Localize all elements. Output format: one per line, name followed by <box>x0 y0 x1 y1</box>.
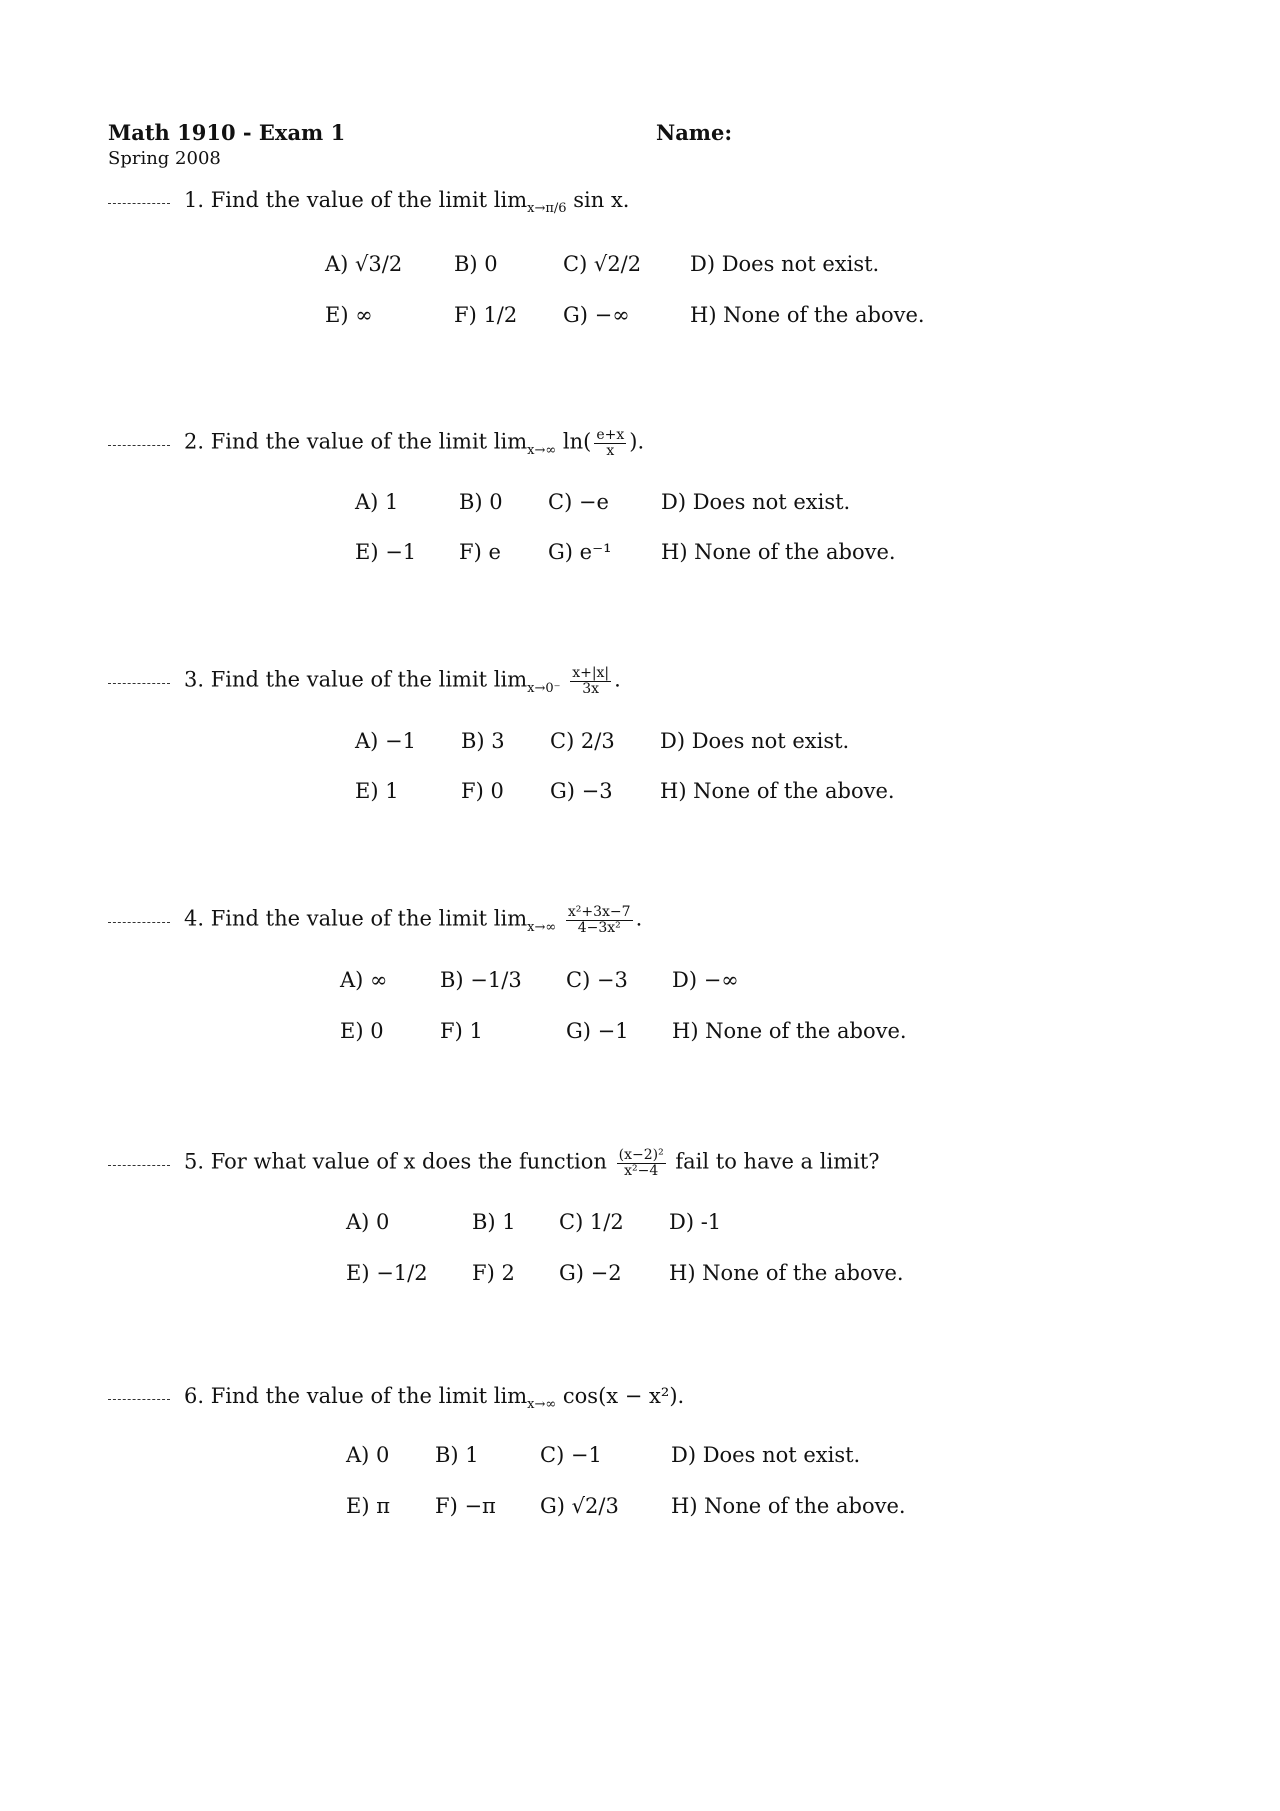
question-number: 2. <box>184 429 205 454</box>
choice-e: E) π <box>346 1494 390 1518</box>
choice-d: D) Does not exist. <box>690 252 880 276</box>
fraction <box>594 428 626 458</box>
question-4 <box>108 905 642 935</box>
question-3 <box>108 666 621 696</box>
choice-a: A) −1 <box>355 729 416 753</box>
choice-c: C) −e <box>548 490 609 514</box>
choice-e: E) 1 <box>355 779 399 803</box>
expression-suffix: ). <box>629 429 645 454</box>
question-expression: sin x. <box>573 188 630 212</box>
expression-suffix: . <box>635 906 643 931</box>
fraction <box>566 905 633 935</box>
choice-h: H) None of the above. <box>671 1494 906 1518</box>
answer-blank[interactable] <box>108 683 170 684</box>
limit-subscript: x→0⁻ <box>527 680 561 696</box>
question-text: Find the value of the limit lim <box>210 906 528 931</box>
choice-h: H) None of the above. <box>669 1261 904 1285</box>
choice-b: B) 1 <box>435 1443 479 1467</box>
limit-subscript: x→π/6 <box>527 201 567 217</box>
question-6 <box>108 1384 684 1412</box>
choice-c: C) 2/3 <box>550 729 615 753</box>
choice-g: G) e⁻¹ <box>548 540 612 564</box>
choice-e: E) −1/2 <box>346 1261 428 1285</box>
fraction-denominator: x <box>606 442 615 459</box>
answer-blank[interactable] <box>108 1165 170 1166</box>
choice-c: C) √2/2 <box>563 252 642 276</box>
fraction-denominator: x²−4 <box>624 1162 659 1179</box>
fraction-numerator: e+x <box>596 427 625 443</box>
choice-d: D) Does not exist. <box>661 490 851 514</box>
question-expression: cos(x − x²). <box>562 1384 685 1408</box>
answer-blank[interactable] <box>108 445 170 446</box>
question-1 <box>108 188 629 216</box>
limit-subscript: x→∞ <box>527 919 557 935</box>
question-text: Find the value of the limit lim <box>210 188 528 212</box>
term: Spring 2008 <box>108 148 221 169</box>
choice-b: B) 0 <box>454 252 498 276</box>
question-text: Find the value of the limit lim <box>210 1384 528 1408</box>
choice-g: G) −3 <box>550 779 613 803</box>
choice-e: E) 0 <box>340 1019 384 1043</box>
limit-subscript: x→∞ <box>527 1397 557 1413</box>
question-text-end: fail to have a limit? <box>675 1149 880 1174</box>
choice-g: G) −∞ <box>563 303 630 327</box>
choice-b: B) −1/3 <box>440 968 522 992</box>
fraction-denominator: 3x <box>582 680 600 697</box>
choice-f: F) 1/2 <box>454 303 518 327</box>
question-text: Find the value of the limit lim <box>210 667 528 692</box>
fraction <box>617 1148 666 1178</box>
question-5 <box>108 1148 880 1178</box>
expression-suffix: . <box>614 667 621 692</box>
choice-c: C) 1/2 <box>559 1210 624 1234</box>
limit-subscript: x→∞ <box>527 442 557 458</box>
question-text: Find the value of the limit lim <box>210 429 528 454</box>
name-label: Name: <box>656 120 733 145</box>
choice-a: A) 0 <box>346 1443 390 1467</box>
choice-f: F) 2 <box>472 1261 515 1285</box>
choice-d: D) −∞ <box>672 968 739 992</box>
choice-e: E) ∞ <box>325 303 373 327</box>
fraction-denominator: 4−3x² <box>577 919 621 936</box>
choice-h: H) None of the above. <box>660 779 895 803</box>
choice-h: H) None of the above. <box>672 1019 907 1043</box>
fraction-numerator: x+|x| <box>572 665 610 681</box>
choice-a: A) ∞ <box>340 968 388 992</box>
question-number: 5. <box>184 1149 205 1174</box>
choice-f: F) −π <box>435 1494 496 1518</box>
choice-h: H) None of the above. <box>690 303 925 327</box>
choice-g: G) −2 <box>559 1261 622 1285</box>
choice-f: F) 1 <box>440 1019 483 1043</box>
choice-d: D) Does not exist. <box>671 1443 861 1467</box>
answer-blank[interactable] <box>108 203 170 204</box>
choice-a: A) 0 <box>346 1210 390 1234</box>
question-text: For what value of x does the function <box>210 1149 607 1174</box>
choice-d: D) -1 <box>669 1210 722 1234</box>
answer-blank[interactable] <box>108 1399 170 1400</box>
choice-b: B) 0 <box>459 490 503 514</box>
choice-c: C) −1 <box>540 1443 602 1467</box>
fraction-numerator: x²+3x−7 <box>567 904 631 920</box>
answer-blank[interactable] <box>108 922 170 923</box>
choice-f: F) e <box>459 540 501 564</box>
course-title: Math 1910 - Exam 1 <box>108 120 346 145</box>
expression-prefix: ln( <box>562 429 592 454</box>
choice-e: E) −1 <box>355 540 417 564</box>
question-number: 6. <box>184 1384 205 1408</box>
choice-g: G) √2/3 <box>540 1494 619 1518</box>
question-2 <box>108 428 644 458</box>
question-number: 1. <box>184 188 205 212</box>
choice-f: F) 0 <box>461 779 504 803</box>
choice-a: A) √3/2 <box>325 252 403 276</box>
choice-b: B) 3 <box>461 729 505 753</box>
question-number: 4. <box>184 906 205 931</box>
choice-g: G) −1 <box>566 1019 629 1043</box>
fraction-numerator: (x−2)² <box>618 1147 664 1163</box>
fraction <box>570 666 611 696</box>
choice-c: C) −3 <box>566 968 628 992</box>
choice-a: A) 1 <box>355 490 399 514</box>
choice-h: H) None of the above. <box>661 540 896 564</box>
question-number: 3. <box>184 667 205 692</box>
choice-b: B) 1 <box>472 1210 516 1234</box>
choice-d: D) Does not exist. <box>660 729 850 753</box>
